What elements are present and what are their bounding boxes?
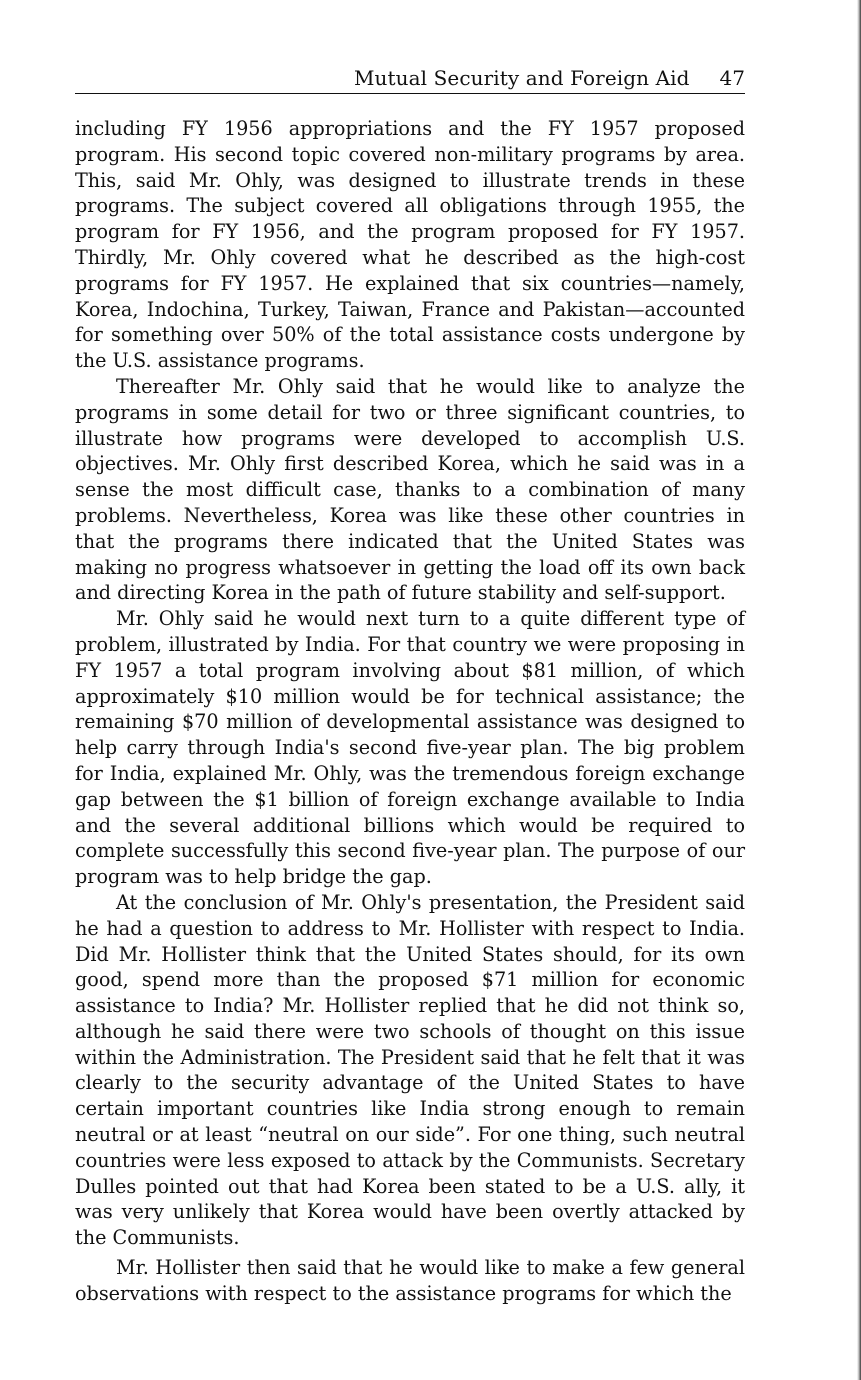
body-text [75,116,745,1307]
paragraph: including FY 1956 appropriations and the FY 1957 proposed program. His second topic covered non-military programs by area. This, said Mr. Ohly, was designed to illustrate trends in these programs. The subject covered all obligations through 1955, the program for FY 1956, and the program proposed for FY 1957. Thirdly, Mr. Ohly covered what he described as the high-cost programs for FY 1957. He explained that six countries—namely, Korea, Indochina, Turkey, Taiwan, France and Pakistan—accounted for something over 50% of the total assistance costs undergone by the U.S. assistance programs. [75,117,745,373]
paragraph: Thereafter Mr. Ohly said that he would like to analyze the programs in some detail for two or three significant countries, to illustrate how programs were developed to accomplish U.S. objectives. Mr. Ohly first described Korea, which he said was in a sense the most difficult case, thanks to a combination of many problems. Nevertheless, Korea was like these other countries in that the programs there indicated that the United States was making no progress whatsoever in getting the load off its own back and directing Korea in the path of future stability and self-support. [75,374,745,605]
paragraph: At the conclusion of Mr. Ohly's presentation, the President said he had a question to address to Mr. Hollister with respect to India. Did Mr. Hollister think that the United States should, for its own good, spend more than the proposed $71 million for economic assistance to India? Mr. Hollister replied that he did not think so, although he said there were two schools of thought on this issue within the Administration. The President said that he felt that it was clearly to the security advantage of the United States to have certain important countries like India strong enough to remain neutral or at least “neutral on our side”. For one thing, such neutral countries were less exposed to attack by the Communists. Secretary Dulles pointed out that had Korea been stated to be a U.S. ally, it was very unlikely that Korea would have been overtly attacked by the Communists. [75,890,745,1250]
paragraph: Mr. Ohly said he would next turn to a quite different type of problem, illustrated by India. For that country we were proposing in FY 1957 a total program involving about $81 million, of which approximately $10 million would be for technical assistance; the remaining $70 million of developmental assistance was designed to help carry through India's second five-year plan. The big problem for India, explained Mr. Ohly, was the tremendous foreign exchange gap between the $1 billion of foreign exchange available to India and the several additional billions which would be required to complete successfully this second five-year plan. The purpose of our program was to help bridge the gap. [75,607,745,889]
running-title: Mutual Security and Foreign Aid [353,66,690,90]
page-number: 47 [719,66,745,90]
running-head [75,66,745,94]
paragraph: Mr. Hollister then said that he would like to make a few general observations with respect to the assistance programs for which the [75,1256,745,1305]
page-edge-shadow [857,0,861,1380]
